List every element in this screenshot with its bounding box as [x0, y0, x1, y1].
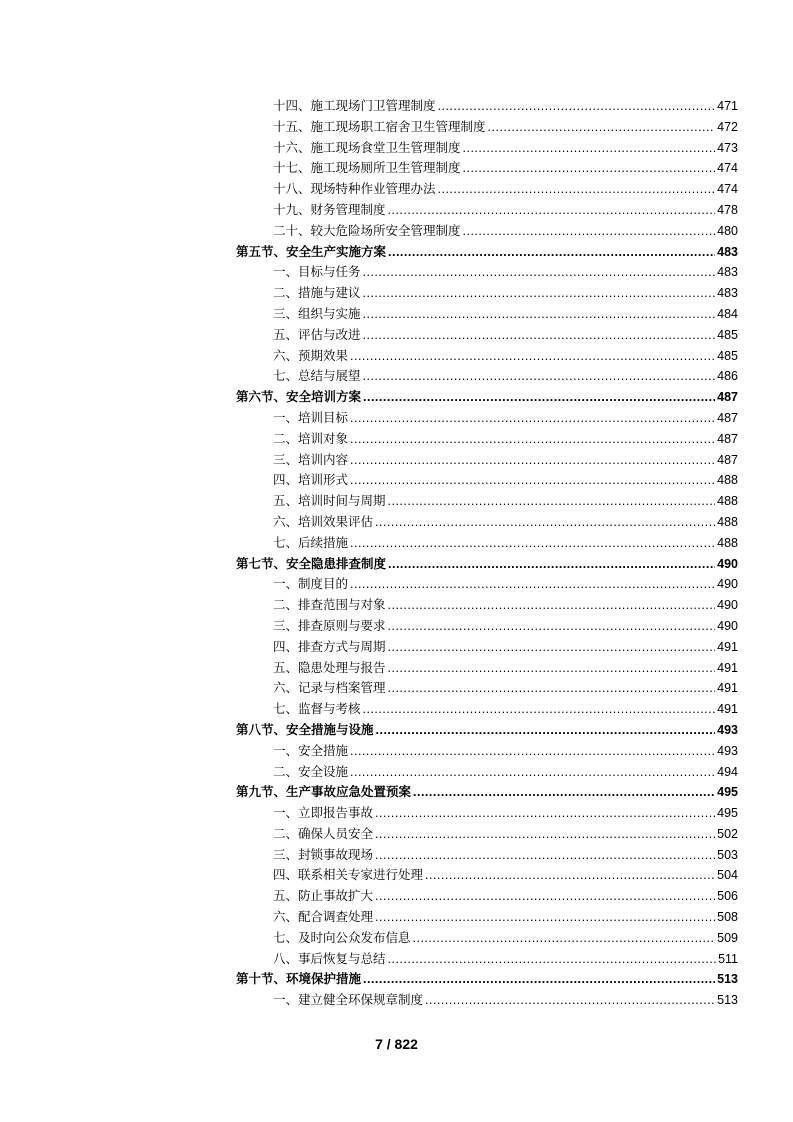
toc-dot-leader — [388, 658, 716, 679]
toc-entry-title: 五、评估与改进 — [273, 326, 361, 342]
toc-subsection-entry[interactable] — [236, 429, 738, 450]
toc-subsection-entry[interactable] — [236, 678, 738, 699]
toc-entry-title: 五、培训时间与周期 — [273, 493, 386, 509]
toc-entry-page-number: 480 — [717, 223, 738, 238]
toc-subsection-entry[interactable] — [236, 325, 738, 346]
toc-entry-page-number: 471 — [717, 99, 738, 113]
toc-entry-page-number: 513 — [717, 993, 738, 1008]
toc-entry-page-number: 485 — [717, 348, 738, 363]
toc-entry-page-number: 506 — [717, 889, 738, 904]
toc-entry-title: 一、建立健全环保规章制度 — [273, 992, 424, 1008]
toc-entry-title: 三、封锁事故现场 — [273, 846, 374, 862]
toc-dot-leader — [375, 803, 715, 824]
toc-entry-page-number: 491 — [717, 702, 738, 717]
toc-dot-leader — [350, 470, 715, 491]
toc-dot-leader — [350, 741, 715, 762]
toc-entry-title: 一、制度目的 — [273, 576, 349, 592]
toc-subsection-entry[interactable] — [236, 117, 738, 138]
toc-entry-title: 第七节、安全隐患排查制度 — [236, 555, 387, 571]
toc-subsection-entry[interactable] — [236, 533, 738, 554]
toc-entry-page-number: 478 — [717, 202, 738, 217]
toc-dot-leader — [388, 242, 715, 263]
toc-entry-title: 八、事后恢复与总结 — [273, 950, 386, 966]
toc-entry-title: 六、培训效果评估 — [273, 513, 374, 529]
toc-entry-title: 五、隐患处理与报告 — [273, 659, 386, 675]
toc-subsection-entry[interactable] — [236, 262, 738, 283]
toc-entry-title: 十九、财务管理制度 — [273, 201, 386, 217]
toc-entry-title: 第十节、环境保护措施 — [236, 971, 362, 987]
toc-subsection-entry[interactable] — [236, 283, 738, 304]
toc-entry-page-number: 488 — [717, 514, 738, 529]
toc-entry-title: 二、确保人员安全 — [273, 825, 374, 841]
toc-entry-title: 四、排查方式与周期 — [273, 638, 386, 654]
toc-entry-page-number: 504 — [717, 868, 738, 883]
toc-subsection-entry[interactable] — [236, 470, 738, 491]
toc-entry-page-number: 473 — [717, 140, 738, 155]
toc-entry-title: 十六、施工现场食堂卫生管理制度 — [273, 139, 461, 155]
toc-entry-page-number: 474 — [717, 182, 738, 197]
toc-dot-leader — [388, 616, 716, 637]
toc-entry-title: 三、培训内容 — [273, 451, 349, 467]
toc-dot-leader — [463, 158, 716, 179]
toc-entry-page-number: 484 — [717, 306, 738, 321]
toc-entry-page-number: 486 — [717, 369, 738, 384]
toc-entry-title: 二十、较大危险场所安全管理制度 — [273, 222, 461, 238]
toc-entry-title: 第六节、安全培训方案 — [236, 389, 362, 405]
toc-entry-page-number: 490 — [717, 577, 738, 592]
toc-subsection-entry[interactable] — [236, 637, 738, 658]
toc-subsection-entry[interactable] — [236, 595, 738, 616]
toc-entry-page-number: 494 — [717, 764, 738, 779]
toc-entry-title: 十八、现场特种作业管理办法 — [273, 181, 436, 197]
toc-dot-leader — [350, 574, 715, 595]
toc-entry-title: 三、组织与实施 — [273, 305, 361, 321]
toc-entry-title: 二、措施与建议 — [273, 285, 361, 301]
toc-entry-page-number: 509 — [717, 930, 738, 945]
toc-dot-leader — [363, 366, 716, 387]
toc-dot-leader — [413, 928, 716, 949]
toc-dot-leader — [388, 637, 716, 658]
toc-subsection-entry[interactable] — [236, 574, 738, 595]
toc-subsection-entry[interactable] — [236, 158, 738, 179]
toc-subsection-entry[interactable] — [236, 803, 738, 824]
toc-entry-title: 十四、施工现场门卫管理制度 — [273, 98, 436, 113]
toc-subsection-entry[interactable] — [236, 346, 738, 367]
toc-entry-page-number: 490 — [717, 598, 738, 613]
toc-entry-title: 二、安全设施 — [273, 763, 349, 779]
toc-dot-leader — [425, 990, 715, 1011]
toc-entry-page-number: 490 — [717, 618, 738, 633]
toc-subsection-entry[interactable] — [236, 200, 738, 221]
toc-subsection-entry[interactable] — [236, 907, 738, 928]
toc-dot-leader — [363, 283, 716, 304]
toc-dot-leader — [350, 533, 715, 554]
toc-dot-leader — [350, 450, 715, 471]
toc-entry-title: 二、培训对象 — [273, 430, 349, 446]
toc-dot-leader — [375, 512, 715, 533]
toc-subsection-entry[interactable] — [236, 928, 738, 949]
toc-subsection-entry[interactable] — [236, 179, 738, 200]
toc-section-entry[interactable] — [236, 242, 738, 263]
toc-entry-page-number: 487 — [717, 431, 738, 446]
page-indicator: 7 / 822 — [375, 1036, 418, 1052]
toc-dot-leader — [350, 762, 715, 783]
toc-subsection-entry[interactable] — [236, 304, 738, 325]
toc-entry-page-number: 483 — [717, 244, 738, 259]
toc-subsection-entry[interactable] — [236, 845, 738, 866]
toc-dot-leader — [425, 865, 715, 886]
toc-dot-leader — [363, 387, 715, 408]
toc-entry-page-number: 490 — [717, 556, 738, 571]
toc-entry-title: 十七、施工现场厕所卫生管理制度 — [273, 160, 461, 176]
toc-entry-page-number: 495 — [717, 785, 738, 800]
toc-dot-leader — [388, 949, 717, 970]
toc-entry-title: 第八节、安全措施与设施 — [236, 721, 374, 737]
toc-dot-leader — [438, 179, 716, 200]
toc-subsection-entry[interactable] — [236, 699, 738, 720]
toc-dot-leader — [350, 408, 715, 429]
toc-subsection-entry[interactable] — [236, 138, 738, 159]
toc-entry-title: 七、监督与考核 — [273, 701, 361, 717]
toc-subsection-entry[interactable] — [236, 658, 738, 679]
toc-dot-leader — [388, 200, 716, 221]
toc-entry-page-number: 493 — [717, 743, 738, 758]
toc-subsection-entry[interactable] — [236, 221, 738, 242]
toc-entry-title: 七、后续措施 — [273, 534, 349, 550]
toc-entry-page-number: 472 — [717, 119, 738, 134]
toc-section-entry[interactable] — [236, 554, 738, 575]
toc-entry-page-number: 508 — [717, 910, 738, 925]
toc-dot-leader — [375, 845, 715, 866]
toc-entry-page-number: 491 — [717, 660, 738, 675]
toc-subsection-entry[interactable] — [236, 990, 738, 1011]
toc-entry-page-number: 487 — [717, 410, 738, 425]
toc-subsection-entry[interactable] — [236, 824, 738, 845]
toc-entry-page-number: 488 — [717, 535, 738, 550]
toc-subsection-entry[interactable] — [236, 491, 738, 512]
toc-entry-page-number: 483 — [717, 265, 738, 280]
toc-entry-title: 五、防止事故扩大 — [273, 888, 374, 904]
toc-dot-leader — [350, 429, 715, 450]
toc-entry-page-number: 488 — [717, 473, 738, 488]
toc-dot-leader — [388, 595, 716, 616]
toc-entry-title: 六、预期效果 — [273, 347, 349, 363]
toc-dot-leader — [375, 907, 715, 928]
toc-dot-leader — [388, 678, 716, 699]
toc-entry-page-number: 488 — [717, 494, 738, 509]
toc-section-entry[interactable] — [236, 387, 738, 408]
toc-entry-page-number: 485 — [717, 327, 738, 342]
toc-entry-page-number: 502 — [717, 826, 738, 841]
toc-subsection-entry[interactable] — [236, 741, 738, 762]
toc-dot-leader — [388, 491, 716, 512]
toc-dot-leader — [363, 262, 716, 283]
toc-subsection-entry[interactable] — [236, 450, 738, 471]
toc-subsection-entry[interactable] — [236, 408, 738, 429]
toc-dot-leader — [376, 720, 716, 741]
toc-dot-leader — [363, 325, 716, 346]
table-of-contents — [236, 96, 738, 1011]
toc-subsection-entry[interactable] — [236, 762, 738, 783]
toc-entry-page-number: 513 — [717, 972, 738, 987]
toc-dot-leader — [413, 782, 715, 803]
toc-entry-title: 七、及时向公众发布信息 — [273, 929, 411, 945]
toc-entry-title: 二、排查范围与对象 — [273, 597, 386, 613]
toc-dot-leader — [363, 304, 716, 325]
toc-subsection-entry[interactable] — [236, 616, 738, 637]
toc-subsection-entry[interactable] — [236, 865, 738, 886]
toc-dot-leader — [463, 138, 716, 159]
toc-entry-page-number: 503 — [717, 847, 738, 862]
toc-dot-leader — [363, 969, 715, 990]
toc-section-entry[interactable] — [236, 782, 738, 803]
toc-entry-title: 四、联系相关专家进行处理 — [273, 867, 424, 883]
toc-entry-title: 六、配合调查处理 — [273, 909, 374, 925]
toc-entry-title: 第五节、安全生产实施方案 — [236, 243, 387, 259]
toc-entry-page-number: 491 — [717, 639, 738, 654]
toc-entry-page-number: 511 — [718, 951, 738, 966]
toc-subsection-entry[interactable] — [236, 366, 738, 387]
toc-subsection-entry[interactable] — [236, 96, 738, 117]
toc-subsection-entry[interactable] — [236, 512, 738, 533]
toc-entry-page-number: 495 — [717, 806, 738, 821]
toc-entry-title: 十五、施工现场职工宿舍卫生管理制度 — [273, 118, 486, 134]
toc-dot-leader — [388, 554, 715, 575]
toc-entry-title: 七、总结与展望 — [273, 368, 361, 384]
toc-dot-leader — [375, 824, 715, 845]
toc-entry-title: 一、培训目标 — [273, 409, 349, 425]
toc-entry-title: 一、目标与任务 — [273, 264, 361, 280]
toc-entry-title: 一、安全措施 — [273, 742, 349, 758]
toc-entry-page-number: 491 — [717, 681, 738, 696]
toc-subsection-entry[interactable] — [236, 949, 738, 970]
toc-dot-leader — [363, 699, 716, 720]
toc-entry-page-number: 483 — [717, 286, 738, 301]
toc-entry-page-number: 493 — [717, 722, 738, 737]
toc-dot-leader — [350, 346, 715, 367]
toc-entry-page-number: 487 — [717, 452, 738, 467]
toc-dot-leader — [375, 886, 715, 907]
toc-entry-title: 四、培训形式 — [273, 472, 349, 488]
toc-dot-leader — [488, 117, 716, 138]
toc-section-entry[interactable] — [236, 969, 738, 990]
toc-dot-leader — [438, 96, 716, 117]
toc-entry-title: 六、记录与档案管理 — [273, 680, 386, 696]
toc-entry-title: 一、立即报告事故 — [273, 805, 374, 821]
toc-section-entry[interactable] — [236, 720, 738, 741]
toc-dot-leader — [463, 221, 716, 242]
toc-entry-page-number: 474 — [717, 161, 738, 176]
toc-entry-title: 三、排查原则与要求 — [273, 617, 386, 633]
toc-entry-page-number: 487 — [717, 390, 738, 405]
toc-entry-title: 第九节、生产事故应急处置预案 — [236, 784, 412, 800]
toc-subsection-entry[interactable] — [236, 886, 738, 907]
page-number-footer — [0, 1036, 793, 1052]
